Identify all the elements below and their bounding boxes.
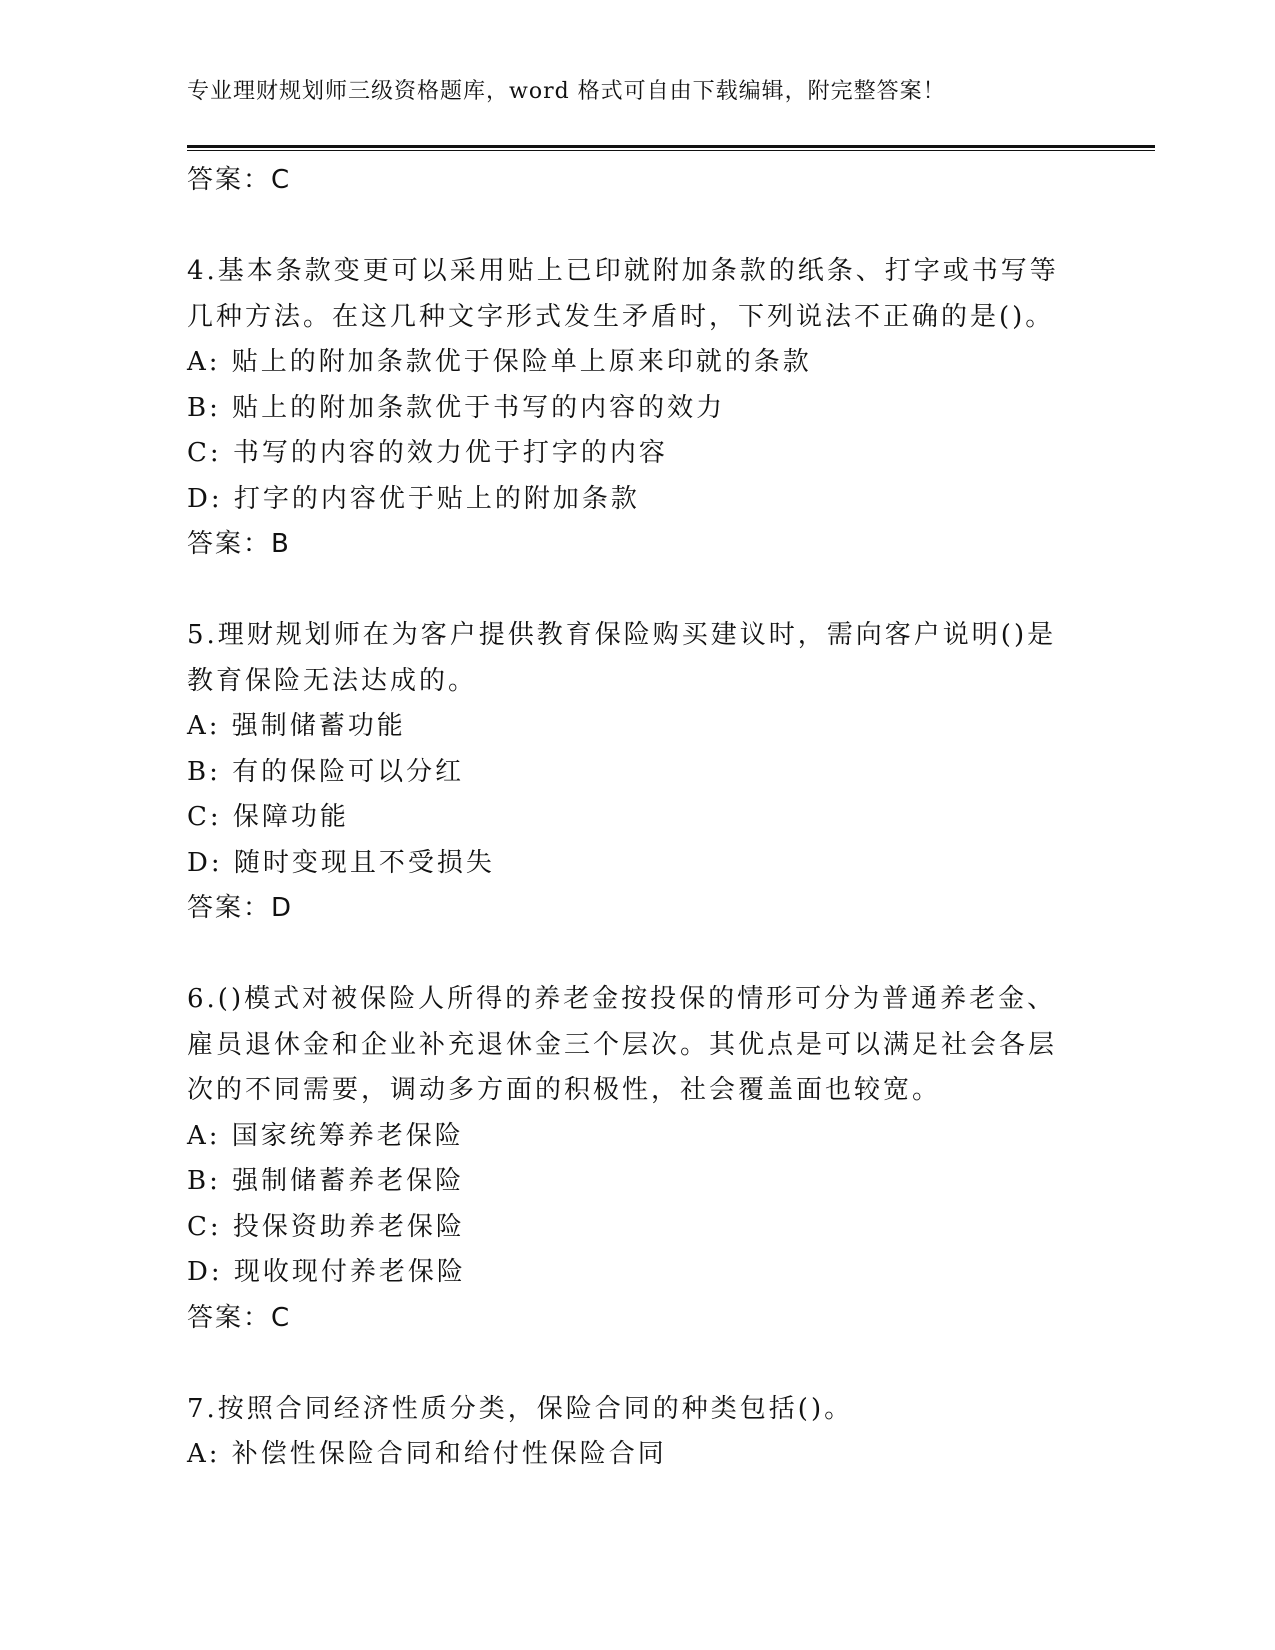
question-stem-line: 6.()模式对被保险人所得的养老金按投保的情形可分为普通养老金、 bbox=[187, 984, 1057, 1014]
question-stem-line: 7.按照合同经济性质分类，保险合同的种类包括()。 bbox=[187, 1393, 854, 1424]
header-rule-thick bbox=[187, 145, 1155, 148]
question-4 bbox=[187, 249, 1087, 568]
header-rule-thin bbox=[187, 150, 1155, 151]
answer-line: 答案：B bbox=[187, 529, 291, 559]
question-stem-line: 5.理财规划师在为客户提供教育保险购买建议时，需向客户说明()是 bbox=[187, 620, 1057, 650]
option-d: D: 现收现付养老保险 bbox=[187, 1257, 466, 1287]
option-b: B: 贴上的附加条款优于书写的内容的效力 bbox=[187, 392, 726, 423]
option-a: A: 国家统筹养老保险 bbox=[187, 1120, 464, 1151]
spacer bbox=[187, 568, 1087, 614]
answer-line: 答案：C bbox=[187, 1302, 292, 1333]
question-stem-line: 几种方法。在这几种文字形式发生矛盾时，下列说法不正确的是()。 bbox=[187, 301, 1055, 332]
option-c: C: 书写的内容的效力优于打字的内容 bbox=[187, 438, 668, 468]
option-a: A: 补偿性保险合同和给付性保险合同 bbox=[187, 1439, 667, 1469]
option-c: C: 保障功能 bbox=[187, 802, 349, 832]
answer-line: 答案：D bbox=[187, 893, 294, 923]
option-a: A: 强制储蓄功能 bbox=[187, 711, 406, 741]
question-stem-line: 雇员退休金和企业补充退休金三个层次。其优点是可以满足社会各层 bbox=[187, 1029, 1058, 1060]
option-b: B: 强制储蓄养老保险 bbox=[187, 1166, 465, 1196]
page-header: 专业理财规划师三级资格题库，word 格式可自由下载编辑，附完整答案！ bbox=[187, 79, 946, 104]
option-d: D: 随时变现且不受损失 bbox=[187, 847, 495, 878]
document-body bbox=[187, 158, 1087, 1478]
question-6 bbox=[187, 977, 1087, 1341]
option-d: D: 打字的内容优于贴上的附加条款 bbox=[187, 483, 640, 514]
question-7 bbox=[187, 1387, 1087, 1478]
question-stem-line: 4.基本条款变更可以采用贴上已印就附加条款的纸条、打字或书写等 bbox=[187, 256, 1059, 286]
spacer bbox=[187, 932, 1087, 978]
spacer bbox=[187, 204, 1087, 250]
option-a: A: 贴上的附加条款优于保险单上原来印就的条款 bbox=[187, 347, 812, 377]
answer-line: 答案：C bbox=[187, 165, 292, 195]
question-5 bbox=[187, 613, 1087, 932]
spacer bbox=[187, 1341, 1087, 1387]
question-stem-line: 教育保险无法达成的。 bbox=[187, 665, 478, 696]
option-b: B: 有的保险可以分红 bbox=[187, 756, 465, 787]
option-c: C: 投保资助养老保险 bbox=[187, 1211, 465, 1242]
question-stem-line: 次的不同需要，调动多方面的积极性，社会覆盖面也较宽。 bbox=[187, 1075, 942, 1105]
